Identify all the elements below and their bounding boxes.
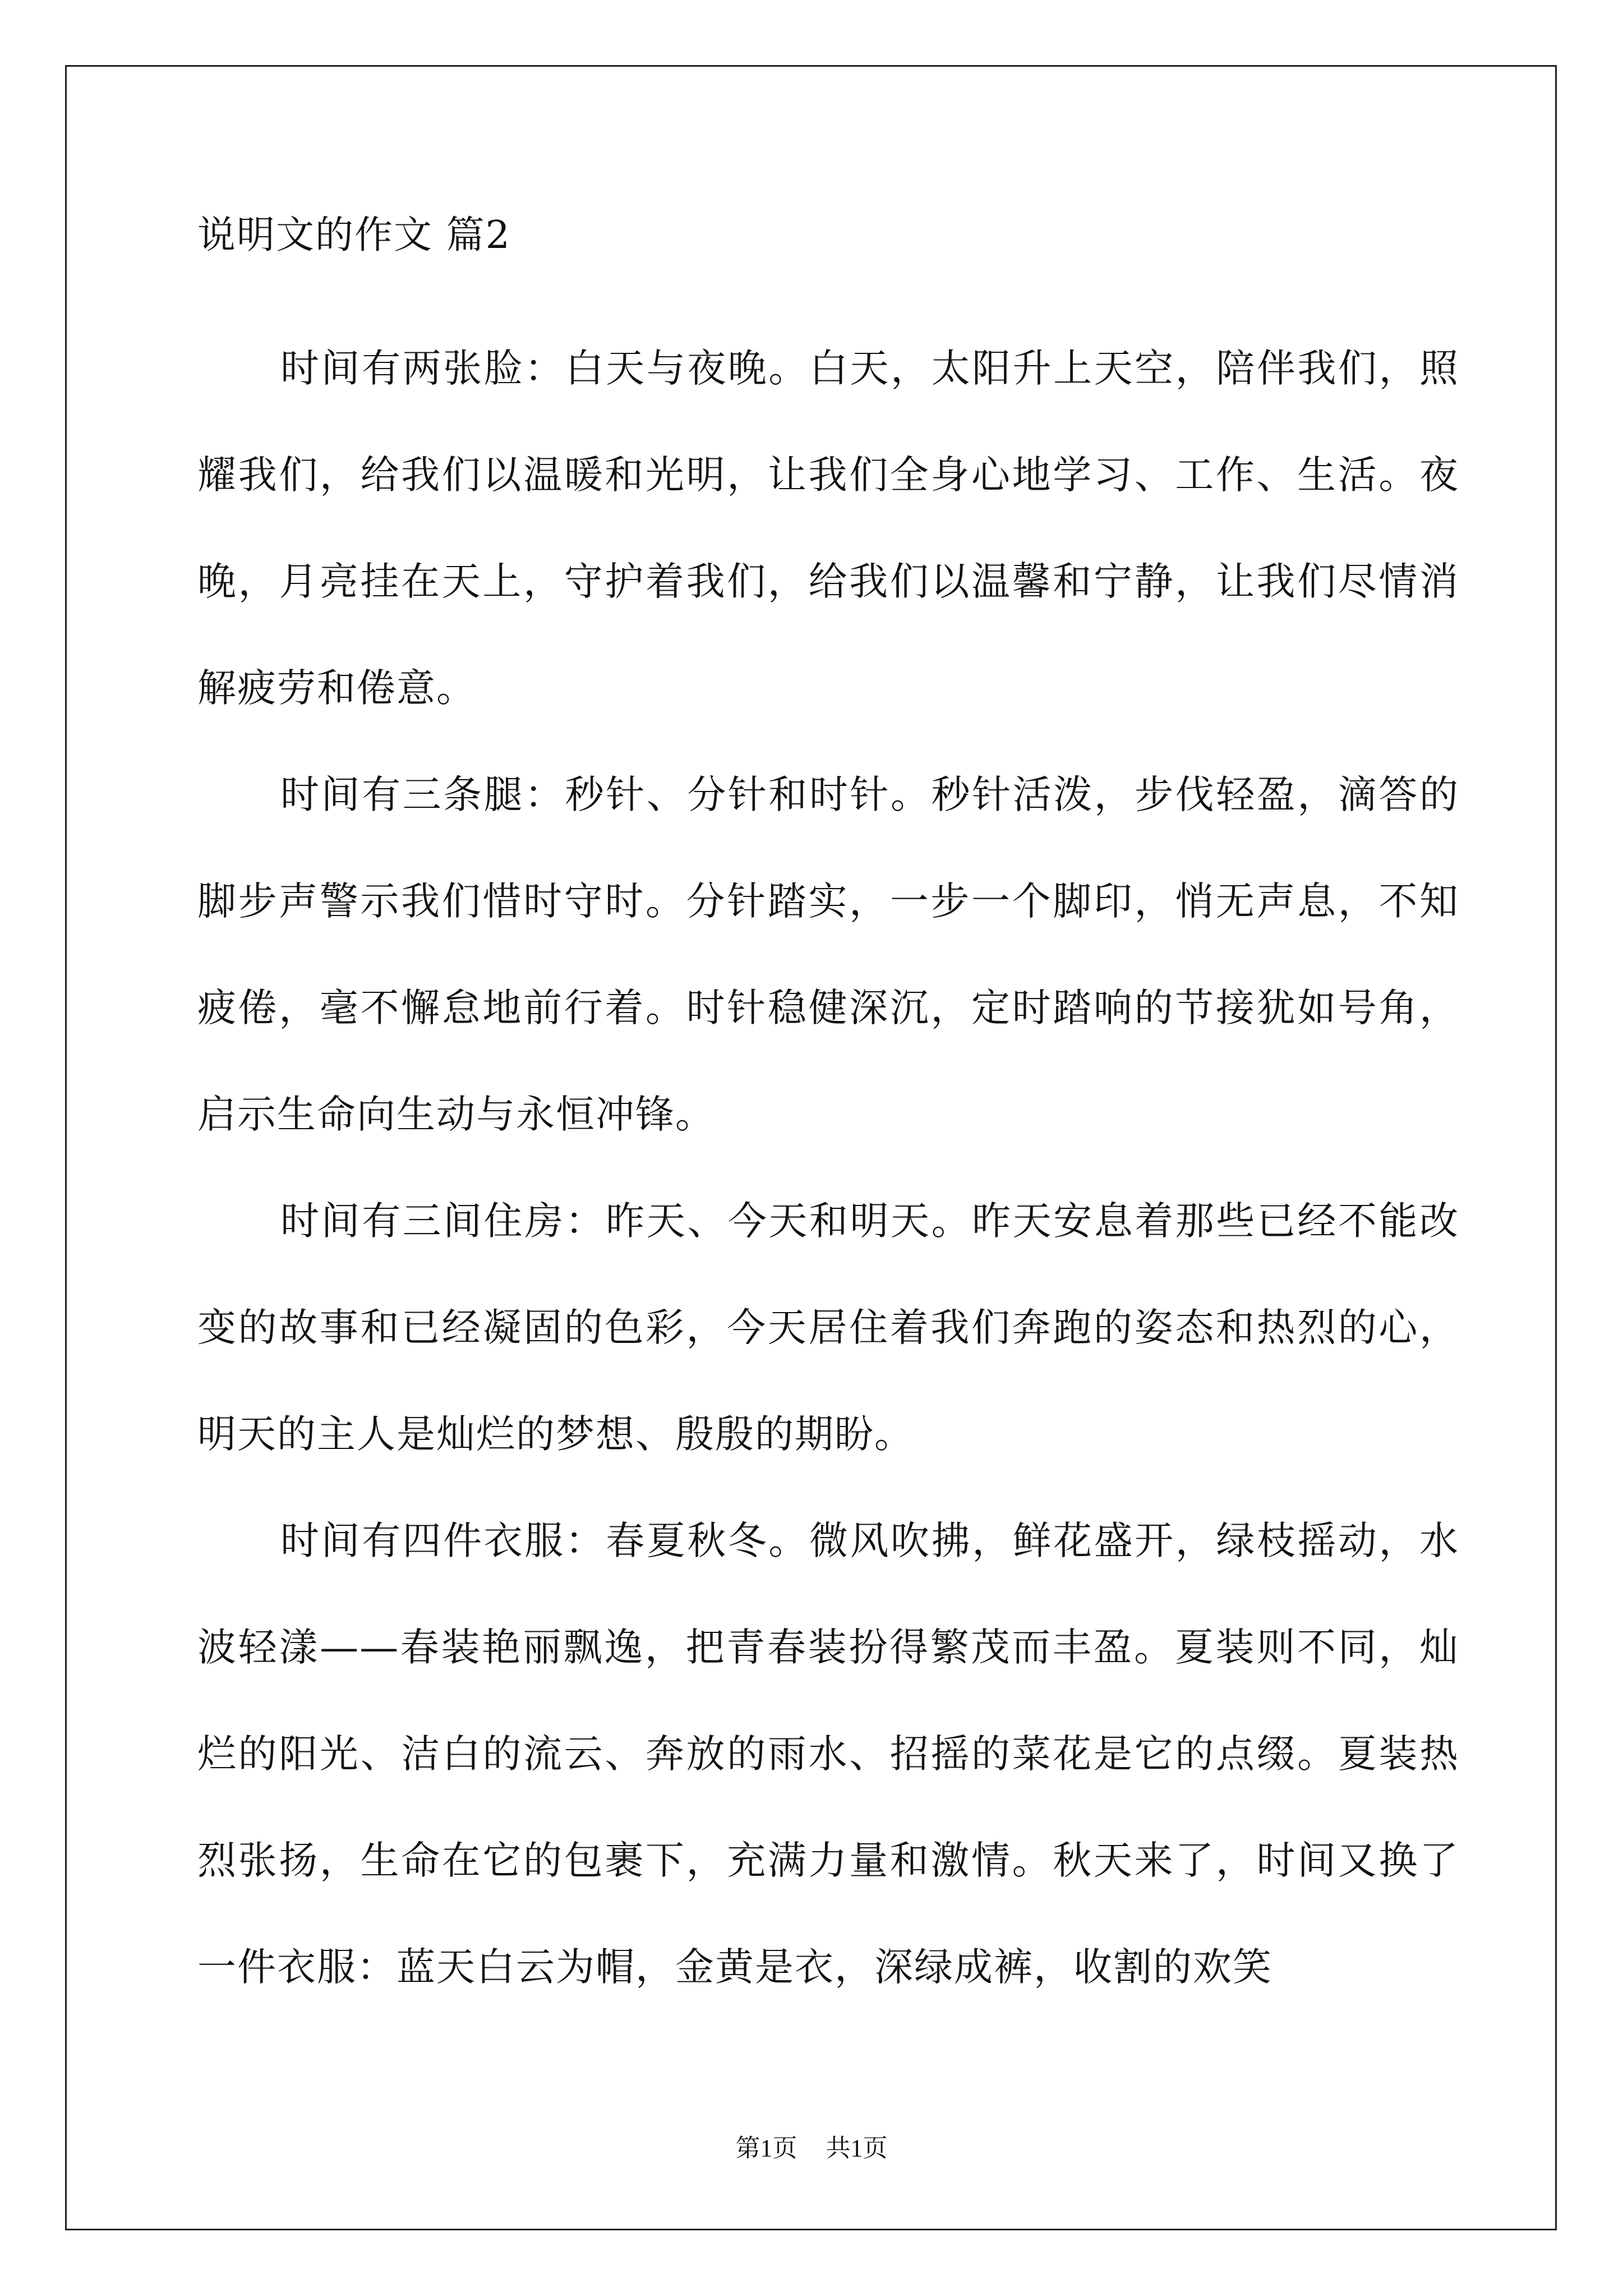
page-total: 共1页 [826,2134,888,2162]
page-number: 第1页 [735,2134,797,2162]
paragraph: 时间有三条腿：秒针、分针和时针。秒针活泼，步伐轻盈，滴答的脚步声警示我们惜时守时。分针踏实，一步一个脚印，悄无声息，不知疲倦，毫不懈怠地前行着。时针稳健深沉，定时踏响的节接犹如号角，启示生命向生动与永恒冲锋。 [197,772,1459,1137]
paragraph: 时间有两张脸：白天与夜晚。白天，太阳升上天空，陪伴我们，照耀我们，给我们以温暖和光明，让我们全身心地学习、工作、生活。夜晚，月亮挂在天上，守护着我们，给我们以温馨和宁静，让我们尽情消解疲劳和倦意。 [197,346,1459,711]
document-body [197,209,1459,2021]
paragraph-list [197,315,1459,2021]
document-title: 说明文的作文 篇2 [197,213,511,257]
paragraph: 时间有四件衣服：春夏秋冬。微风吹拂，鲜花盛开，绿枝摇动，水波轻漾——春装艳丽飘逸，把青春装扮得繁茂而丰盈。夏装则不同，灿烂的阳光、洁白的流云、奔放的雨水、招摇的菜花是它的点缀。夏装热烈张扬，生命在它的包裹下，充满力量和激情。秋天来了，时间又换了一件衣服：蓝天白云为帽，金黄是衣，深绿成裤，收割的欢笑 [197,1519,1459,1990]
page-footer [0,2132,1623,2165]
paragraph: 时间有三间住房：昨天、今天和明天。昨天安息着那些已经不能改变的故事和已经凝固的色彩，今天居住着我们奔跑的姿态和热烈的心，明天的主人是灿烂的梦想、殷殷的期盼。 [197,1199,1459,1457]
